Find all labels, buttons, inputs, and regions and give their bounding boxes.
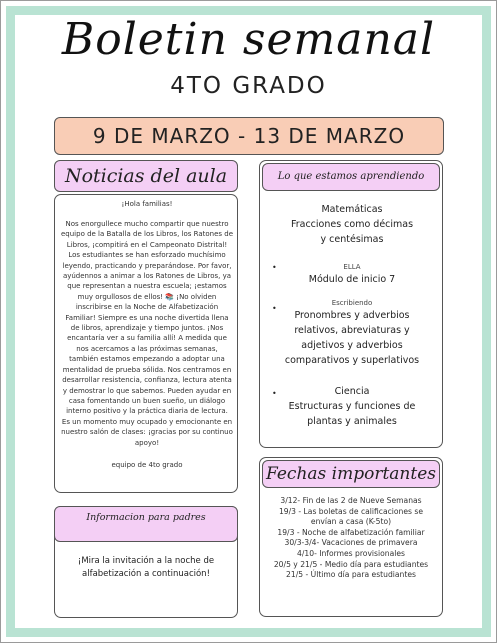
date-item: 20/5 y 21/5 - Medio día para estudiantes bbox=[273, 559, 429, 569]
grade-label: 4TO GRADO bbox=[170, 73, 327, 99]
date-item: 4/10- Informes provisionales bbox=[297, 548, 405, 558]
date-item: 19/3 - Noche de alfabetización familiar bbox=[277, 527, 425, 537]
learning-item-subject: Escribiendo bbox=[331, 299, 373, 307]
dates-heading: Fechas importantes bbox=[262, 460, 440, 488]
learning-item-subject: ELLA bbox=[343, 263, 361, 271]
learning-item-title: Ciencia bbox=[334, 386, 370, 397]
news-signature: equipo de 4to grado bbox=[111, 460, 183, 469]
learning-item-title: Matemáticas bbox=[321, 204, 383, 215]
learning-item-text: Módulo de inicio 7 bbox=[308, 274, 396, 285]
learning-item-text: Pronombres y adverbios relativos, abreviaturas y adjetivos y adverbios comparativos y superlativos bbox=[284, 310, 420, 366]
date-item: 30/3-3/4- Vacaciones de primavera bbox=[284, 538, 418, 548]
learning-box bbox=[259, 160, 443, 448]
learning-item-text: Estructuras y funciones de plantas y animales bbox=[288, 401, 416, 427]
date-item: 19/3 - Las boletas de calificaciones se envían a casa (K-5to) bbox=[278, 506, 424, 527]
bullet-icon: • bbox=[272, 389, 277, 398]
dates-box bbox=[259, 457, 443, 617]
bullet-icon: • bbox=[272, 304, 277, 313]
date-item: 21/5 - Último día para estudiantes bbox=[286, 570, 416, 580]
date-range-banner: 9 DE MARZO - 13 DE MARZO bbox=[54, 117, 444, 155]
learning-heading: Lo que estamos aprendiendo bbox=[262, 163, 440, 191]
parents-box bbox=[54, 506, 238, 618]
dates-list bbox=[260, 496, 442, 581]
learning-item-math bbox=[252, 203, 452, 247]
parents-heading: Informacion para padres bbox=[54, 506, 238, 542]
learning-item-writing bbox=[252, 298, 452, 368]
learning-item-ela bbox=[252, 262, 452, 287]
news-paragraph: Es un momento muy ocupado y emocionante en nuestro salón de clases: ¡gracias por su continuo apoyo! bbox=[61, 417, 233, 447]
learning-item-text: Fracciones como décimas y centésimas bbox=[290, 219, 414, 245]
learning-item-science bbox=[252, 385, 452, 429]
date-item: 3/12- Fin de las 2 de Nueve Semanas bbox=[280, 496, 422, 505]
bullet-icon: • bbox=[272, 263, 277, 272]
news-body bbox=[61, 199, 233, 470]
news-greeting: ¡Hola familias! bbox=[121, 200, 173, 208]
newsletter-title: Boletin semanal bbox=[61, 14, 436, 65]
news-box bbox=[54, 194, 238, 493]
news-paragraph: Nos enorgullece mucho compartir que nuestro equipo de la Batalla de los Libros, los Ratones de Libros, ¡compitirá en el Campeonato Distrital! Los estudiantes se han esforzado muchísimo leyendo, practicando y preparándose. Por favor, ayúdennos a animar a los Ratones de Libros, ya que representan a nuestra escuela; ¡estamos muy orgullosos de ellos! 📚 ¡No olviden inscribirse en la Noche de Alfabetización Familiar! Siempre es una noche divertida llena de libros, aprendizaje y tiempo juntos. ¡Nos encantaría ver a su familia allí! A medida que nos acercamos a las próximas semanas, también estamos empezando a adoptar una mentalidad de prueba sólida. Nos centramos en desarrollar resistencia, confianza, lectura atenta y demostrar lo que sabemos. Pueden ayudar en casa fomentando un buen sueño, un diálogo interno positivo y la práctica diaria de lectura. bbox=[61, 220, 234, 416]
parents-text: ¡Mira la invitación a la noche de alfabetización a continuación! bbox=[77, 556, 215, 579]
news-heading: Noticias del aula bbox=[54, 160, 238, 192]
